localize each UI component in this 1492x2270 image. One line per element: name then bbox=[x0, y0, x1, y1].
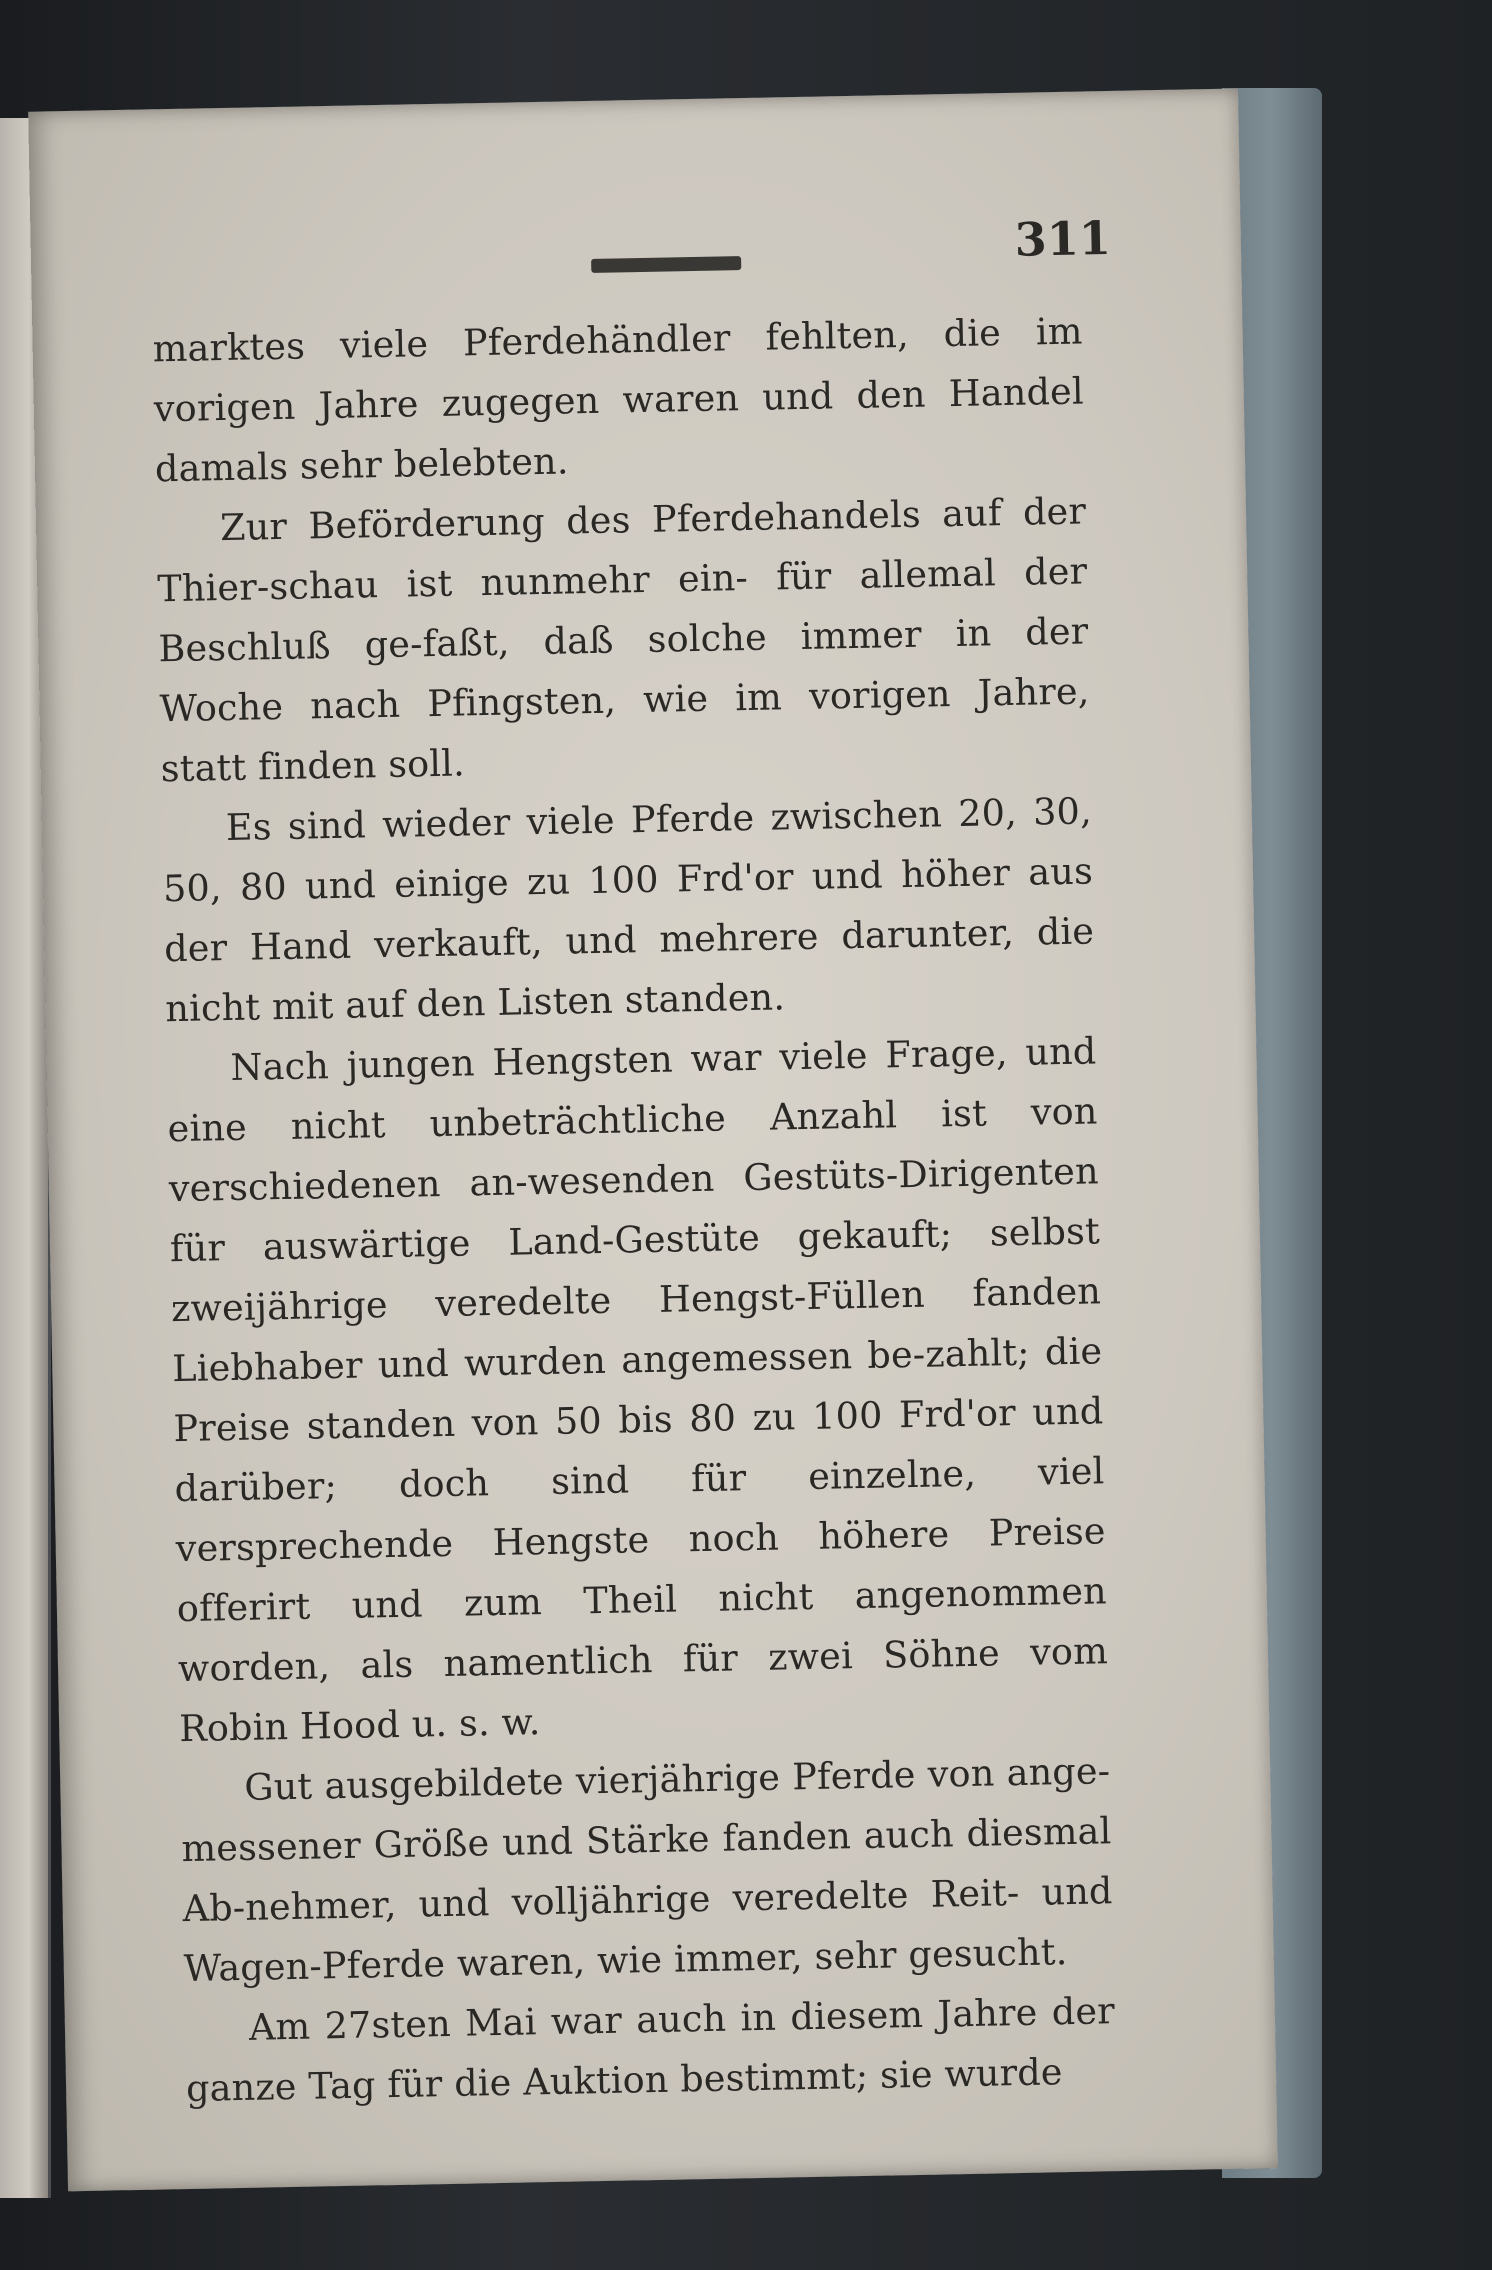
book-page bbox=[28, 88, 1278, 2191]
paragraph-5: Gut ausgebildete vierjährige Pferde von ange-messener Größe und Stärke fanden auch diesmal Ab-nehmer, und volljährige veredelte Reit- und Wagen-Pferde waren, wie immer, sehr gesucht. bbox=[181, 1749, 1113, 1991]
body-text bbox=[152, 302, 1116, 2120]
paragraph-1: marktes viele Pferdehändler fehlten, die im vorigen Jahre zugegen waren und den Handel damals sehr belebten. bbox=[152, 309, 1085, 491]
paragraph-6: Am 27sten Mai war auch in diesem Jahre der ganze Tag für die Auktion bestimmt; sie wurde bbox=[185, 1989, 1116, 2111]
paragraph-2: Zur Beförderung des Pferdehandels auf der Thier-schau ist nunmehr ein- für allemal der Beschluß ge-faßt, daß solche immer in der Woche nach Pfingsten, wie im vorigen Jahre, statt finden soll. bbox=[156, 489, 1090, 791]
page-header bbox=[150, 211, 1111, 309]
page-number: 311 bbox=[1014, 210, 1112, 267]
header-ornament-rule bbox=[591, 256, 741, 273]
paragraph-4: Nach jungen Hengsten war viele Frage, und eine nicht unbeträchtliche Anzahl ist von verschiedenen an-wesenden Gestüts-Dirigenten für auswärtige Land-Gestüte gekauft; selbst zweijährige veredelte Hengst-Füllen fanden Liebhaber und wurden angemessen be-zahlt; die Preise standen von 50 bis 80 zu 100 Frd'or und darüber; doch sind für einzelne, viel versprechende Hengste noch höhere Preise offerirt und zum Theil nicht angenommen worden, als namentlich für zwei Söhne vom Robin Hood u. s. w. bbox=[167, 1029, 1109, 1751]
paragraph-3: Es sind wieder viele Pferde zwischen 20, 30, 50, 80 und einige zu 100 Frd'or und höher aus der Hand verkauft, und mehrere darunter, die nicht mit auf den Listen standen. bbox=[162, 789, 1095, 1031]
